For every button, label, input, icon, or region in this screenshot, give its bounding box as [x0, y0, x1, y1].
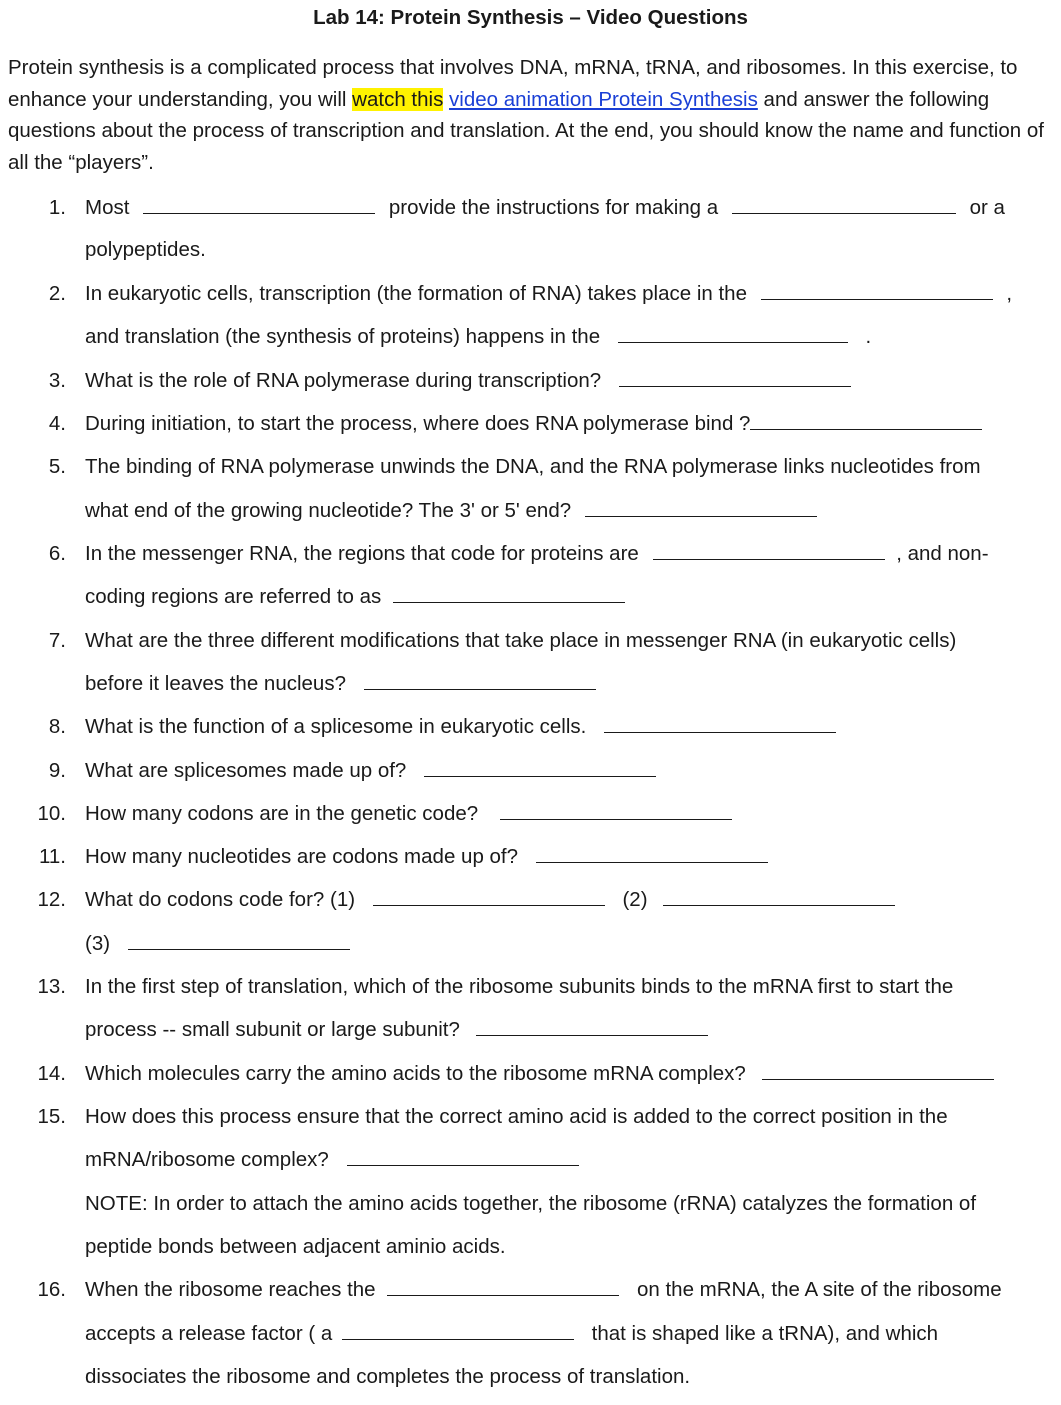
q9-blank[interactable] [424, 758, 656, 777]
q1-text-c: or a [969, 196, 1005, 219]
q2-number: 2. [48, 282, 66, 305]
q12-blank-3[interactable] [128, 931, 350, 950]
q4-text-a: During initiation, to start the process, where does RNA polymerase bind ? [85, 412, 751, 435]
q13-line2 [85, 1017, 708, 1043]
q9-text-a: What are splicesomes made up of? [85, 759, 407, 782]
intro-paragraph [8, 52, 1053, 178]
q8-blank[interactable] [604, 714, 836, 733]
q6-line2 [85, 584, 625, 610]
intro-text-1: Protein synthesis is a complicated process that involves DNA, mRNA, tRNA, and ribosomes. In this exercise, to enhance your understanding, you will [8, 56, 1018, 111]
q7-line2 [85, 671, 596, 697]
q16-line2 [85, 1321, 938, 1347]
q13-text-a: In the first step of translation, which of the ribosome subunits binds to the mRNA first to start the [85, 975, 954, 998]
q13-text-b: process -- small subunit or large subunit? [85, 1018, 460, 1041]
q1-line1 [85, 195, 1005, 221]
q2-text-d: . [865, 325, 872, 348]
q13-blank[interactable] [476, 1017, 708, 1036]
q12-text-c: (3) [85, 932, 111, 955]
q12-blank-2[interactable] [663, 887, 895, 906]
q1-blank-2[interactable] [732, 195, 956, 214]
q14-line1 [85, 1061, 994, 1087]
q15-text-b: mRNA/ribosome complex? [85, 1148, 329, 1171]
q16-text-b: on the mRNA, the A site of the ribosome [636, 1278, 1002, 1301]
q14-number: 14. [37, 1062, 66, 1085]
q6-number: 6. [48, 542, 66, 565]
q8-text-a: What is the function of a splicesome in eukaryotic cells. [85, 715, 587, 738]
q6-blank-2[interactable] [393, 584, 625, 603]
q15-line2 [85, 1147, 579, 1173]
q16-text-c: accepts a release factor ( a [85, 1322, 333, 1345]
video-link[interactable]: video animation Protein Synthesis [449, 87, 758, 111]
q3-number: 3. [48, 369, 66, 392]
q4-line1 [85, 411, 982, 437]
q2-text-b: , [1006, 282, 1013, 305]
q1-text-b: provide the instructions for making a [388, 196, 719, 219]
q11-number: 11. [39, 845, 66, 868]
q12-blank-1[interactable] [373, 887, 605, 906]
q10-text-a: How many codons are in the genetic code? [85, 802, 479, 825]
note-line1: NOTE: In order to attach the amino acids together, the ribosome (rRNA) catalyzes the formation of [85, 1192, 977, 1215]
q12-number: 12. [37, 888, 66, 911]
q16-blank-1[interactable] [387, 1277, 619, 1296]
q13-number: 13. [37, 975, 66, 998]
q5-number: 5. [48, 455, 66, 478]
q10-blank[interactable] [500, 801, 732, 820]
q6-text-a: In the messenger RNA, the regions that code for proteins are [85, 542, 639, 565]
q8-line1 [85, 714, 836, 740]
highlighted-text: watch this [352, 87, 444, 111]
q8-number: 8. [48, 715, 66, 738]
q1-text-d: polypeptides. [85, 238, 206, 261]
q1-blank-1[interactable] [143, 195, 375, 214]
page-title: Lab 14: Protein Synthesis – Video Questions [313, 6, 748, 29]
q7-text-a: What are the three different modifications that take place in messenger RNA (in eukaryotic cells) [85, 629, 957, 652]
q7-blank[interactable] [364, 671, 596, 690]
q14-blank[interactable] [762, 1061, 994, 1080]
q10-number: 10. [37, 802, 66, 825]
q3-text-a: What is the role of RNA polymerase during transcription? [85, 369, 602, 392]
q12-line1 [85, 887, 895, 913]
q12-text-a: What do codons code for? (1) [85, 888, 356, 911]
q2-text-c: and translation (the synthesis of proteins) happens in the [85, 325, 601, 348]
q16-number: 16. [37, 1278, 66, 1301]
q4-blank[interactable] [750, 411, 982, 430]
q16-text-e: dissociates the ribosome and completes the process of translation. [85, 1365, 691, 1388]
q5-blank[interactable] [585, 498, 817, 517]
q11-blank[interactable] [536, 844, 768, 863]
q3-blank[interactable] [619, 368, 851, 387]
q7-number: 7. [48, 629, 66, 652]
q2-line1 [85, 281, 1012, 307]
q1-number: 1. [48, 196, 66, 219]
q14-text-a: Which molecules carry the amino acids to the ribosome mRNA complex? [85, 1062, 746, 1085]
q5-text-b: what end of the growing nucleotide? The 3' or 5' end? [85, 499, 572, 522]
q5-line2 [85, 498, 817, 524]
q2-blank-1[interactable] [761, 281, 993, 300]
intro-text-2: and answer the following questions about the process of transcription and translation. At the end, you should know the name and function of all the “players”. [8, 87, 1044, 174]
note-line2: peptide bonds between adjacent aminio acids. [85, 1235, 506, 1258]
q2-blank-2[interactable] [618, 324, 848, 343]
q7-text-b: before it leaves the nucleus? [85, 672, 346, 695]
q2-line2 [85, 324, 871, 350]
q12-line2 [85, 931, 350, 957]
q9-number: 9. [48, 759, 66, 782]
q16-text-d: that is shaped like a tRNA), and which [591, 1322, 939, 1345]
q10-line1 [85, 801, 732, 827]
q3-line1 [85, 368, 851, 394]
q6-blank-1[interactable] [653, 541, 885, 560]
q15-number: 15. [37, 1105, 66, 1128]
q5-text-a: The binding of RNA polymerase unwinds the DNA, and the RNA polymerase links nucleotides from [85, 455, 981, 478]
q11-line1 [85, 844, 768, 870]
q4-number: 4. [48, 412, 66, 435]
q2-text-a: In eukaryotic cells, transcription (the formation of RNA) takes place in the [85, 282, 747, 305]
q1-text-a: Most [85, 196, 130, 219]
q6-text-b: , and non- [896, 542, 989, 565]
q15-blank[interactable] [347, 1147, 579, 1166]
q16-blank-2[interactable] [342, 1321, 574, 1340]
q9-line1 [85, 758, 656, 784]
q6-text-c: coding regions are referred to as [85, 585, 382, 608]
q11-text-a: How many nucleotides are codons made up of? [85, 845, 519, 868]
q16-text-a: When the ribosome reaches the [85, 1278, 376, 1301]
q15-text-a: How does this process ensure that the correct amino acid is added to the correct position in the [85, 1105, 948, 1128]
q6-line1 [85, 541, 989, 567]
q16-line1 [85, 1277, 1002, 1303]
q12-text-b: (2) [622, 888, 648, 911]
